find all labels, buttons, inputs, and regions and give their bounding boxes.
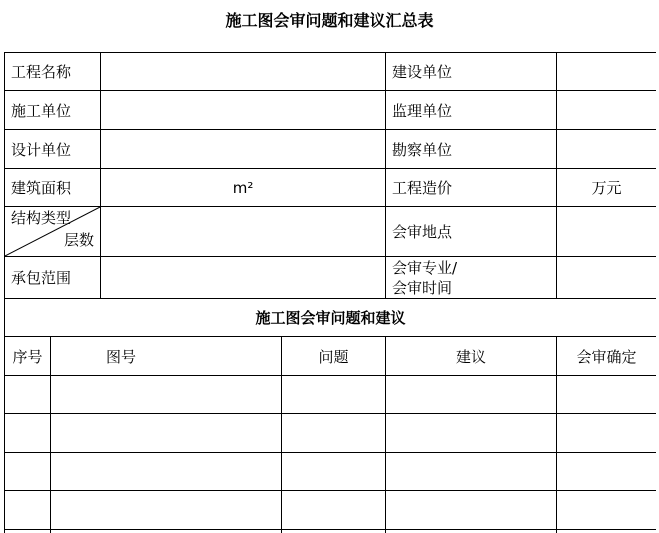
table-row	[5, 453, 657, 491]
review-table	[4, 52, 656, 533]
header-problem: 问题	[282, 337, 386, 376]
row-column-headers	[5, 337, 657, 376]
cell-drawing-no[interactable]	[51, 530, 282, 533]
header-suggestion: 建议	[386, 337, 557, 376]
value-review-specialty-time[interactable]	[557, 257, 656, 299]
cost-unit: 万元	[591, 179, 622, 197]
label-survey-unit: 勘察单位	[386, 130, 557, 169]
cell-problem[interactable]	[282, 453, 386, 491]
value-contract-scope[interactable]	[101, 257, 386, 299]
label-builder-unit: 施工单位	[5, 91, 101, 130]
cell-seq-no[interactable]	[5, 491, 51, 530]
cell-seq-no[interactable]	[5, 453, 51, 491]
cell-suggestion[interactable]	[386, 414, 557, 453]
cell-suggestion[interactable]	[386, 453, 557, 491]
cell-seq-no[interactable]	[5, 376, 51, 414]
cell-seq-no[interactable]	[5, 414, 51, 453]
label-building-area: 建筑面积	[5, 169, 101, 207]
table-row	[5, 530, 657, 533]
label-structure-floors	[5, 207, 101, 257]
area-unit: m²	[232, 178, 254, 197]
cell-suggestion[interactable]	[386, 530, 557, 533]
header-drawing-no: 图号	[51, 337, 282, 376]
value-survey-unit[interactable]	[557, 130, 656, 169]
row-building-area	[5, 169, 657, 207]
row-design-unit	[5, 130, 657, 169]
review-sheet	[4, 52, 656, 533]
cell-problem[interactable]	[282, 414, 386, 453]
label-construction-unit: 建设单位	[386, 53, 557, 91]
label-design-unit: 设计单位	[5, 130, 101, 169]
cell-review-decision[interactable]	[557, 491, 656, 530]
cell-review-decision[interactable]	[557, 530, 656, 533]
table-row	[5, 376, 657, 414]
row-builder-unit	[5, 91, 657, 130]
row-project-name	[5, 53, 657, 91]
cell-suggestion[interactable]	[386, 376, 557, 414]
cell-drawing-no[interactable]	[51, 376, 282, 414]
label-structure-type: 结构类型	[11, 209, 72, 227]
label-review-location: 会审地点	[386, 207, 557, 257]
value-supervision-unit[interactable]	[557, 91, 656, 130]
header-seq-no: 序号	[5, 337, 51, 376]
document-title: 施工图会审问题和建议汇总表	[225, 11, 434, 30]
table-row	[5, 491, 657, 530]
cell-drawing-no[interactable]	[51, 453, 282, 491]
cell-seq-no[interactable]	[5, 530, 51, 533]
cell-drawing-no[interactable]	[51, 491, 282, 530]
cell-problem[interactable]	[282, 491, 386, 530]
label-project-cost: 工程造价	[386, 169, 557, 207]
cell-review-decision[interactable]	[557, 453, 656, 491]
row-contract-scope	[5, 257, 657, 299]
value-project-name[interactable]	[101, 53, 386, 91]
value-construction-unit[interactable]	[557, 53, 656, 91]
row-structure-type	[5, 207, 657, 257]
table-row	[5, 414, 657, 453]
label-project-name: 工程名称	[5, 53, 101, 91]
cell-problem[interactable]	[282, 376, 386, 414]
cell-problem[interactable]	[282, 530, 386, 533]
cell-drawing-no[interactable]	[51, 414, 282, 453]
header-review-decision: 会审确定	[557, 337, 656, 376]
value-structure-type[interactable]	[101, 207, 386, 257]
label-supervision-unit: 监理单位	[386, 91, 557, 130]
value-builder-unit[interactable]	[101, 91, 386, 130]
cell-review-decision[interactable]	[557, 414, 656, 453]
label-contract-scope: 承包范围	[5, 257, 101, 299]
cell-review-decision[interactable]	[557, 376, 656, 414]
label-review-specialty-time	[386, 257, 557, 299]
value-building-area[interactable]	[101, 169, 386, 207]
section-title: 施工图会审问题和建议	[5, 299, 657, 337]
cell-suggestion[interactable]	[386, 491, 557, 530]
label-review-time: 会审时间	[392, 278, 453, 297]
value-project-cost[interactable]	[557, 169, 656, 207]
label-floors: 层数	[64, 231, 95, 249]
label-review-specialty: 会审专业/	[392, 258, 458, 277]
value-review-location[interactable]	[557, 207, 656, 257]
row-section-title	[5, 299, 657, 337]
value-design-unit[interactable]	[101, 130, 386, 169]
